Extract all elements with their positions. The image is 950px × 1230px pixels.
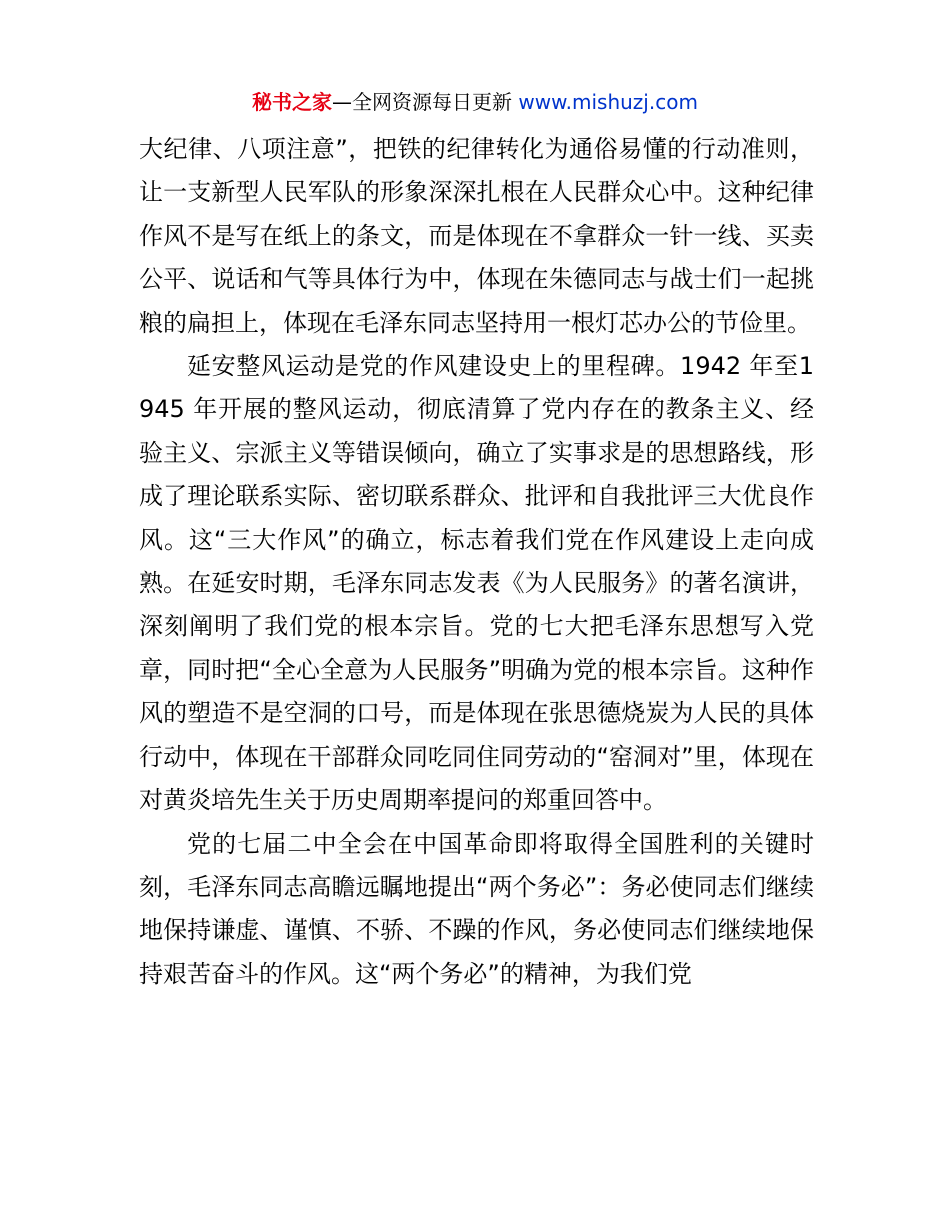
paragraph-1: 大纪律、八项注意”，把铁的纪律转化为通俗易懂的行动准则，让一支新型人民军队的形象深深扎根在人民群众心中。这种纪律作风不是写在纸上的条文，而是体现在不拿群众一针一线、买卖公平、说话和气等具体行为中，体现在朱德同志与战士们一起挑粮的扁担上，体现在毛泽东同志坚持用一根灯芯办公的节俭里。 [139,135,814,337]
paragraph-2: 延安整风运动是党的作风建设史上的里程碑。1942 年至1945 年开展的整风运动，彻底清算了党内存在的教条主义、经验主义、宗派主义等错误倾向，确立了实事求是的思想路线，形成了理论联系实际、密切联系群众、批评和自我批评三大优良作风。这“三大作风”的确立，标志着我们党在作风建设上走向成熟。在延安时期，毛泽东同志发表《为人民服务》的著名演讲，深刻阐明了我们党的根本宗旨。党的七大把毛泽东思想写入党章，同时把“全心全意为人民服务”明确为党的根本宗旨。这种作风的塑造不是空洞的口号，而是体现在张思德烧炭为人民的具体行动中，体现在干部群众同吃同住同劳动的“窑洞对”里，体现在对黄炎培先生关于历史周期率提问的郑重回答中。 [139,352,814,815]
site-url[interactable]: www.mishuzj.com [518,90,698,114]
header-tagline: —全网资源每日更新 [332,90,519,114]
document-body [139,128,814,996]
paragraph-3: 党的七届二中全会在中国革命即将取得全国胜利的关键时刻，毛泽东同志高瞻远瞩地提出“两个务必”：务必使同志们继续地保持谦虚、谨慎、不骄、不躁的作风，务必使同志们继续地保持艰苦奋斗的作风。这“两个务必”的精神，为我们党 [139,829,814,988]
page-header [0,86,950,118]
brand-name: 秘书之家 [252,90,333,114]
